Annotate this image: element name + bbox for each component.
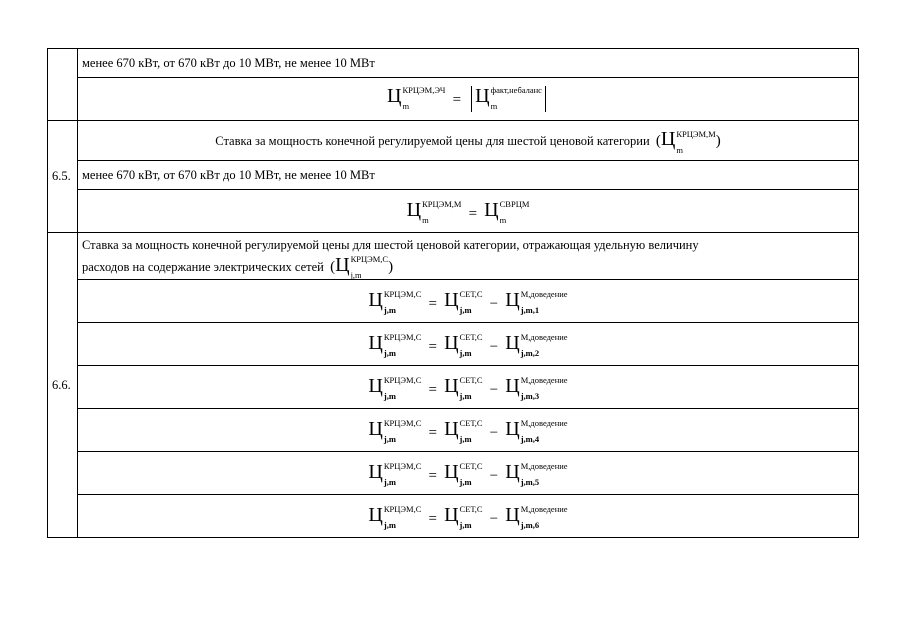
formula: Ц КРЦЭМ,С j,m = Ц СЕТ,С j,m − Ц М,доведение j,m,1 xyxy=(368,289,568,316)
abs-bar-right xyxy=(545,86,546,112)
table-row xyxy=(48,161,859,190)
table-row xyxy=(48,495,859,538)
formula: Ц КРЦЭМ,С j,m = Ц СЕТ,С j,m − Ц М,доведение j,m,6 xyxy=(368,504,568,531)
table-row xyxy=(48,323,859,366)
formula-cell xyxy=(78,323,859,366)
formula: Ц КРЦЭМ,М m = Ц СВРЦМ m xyxy=(406,198,530,226)
section-number: 6.5. xyxy=(48,121,78,233)
table-row xyxy=(48,78,859,121)
formula: Ц КРЦЭМ,ЭЧ m = Ц факт,небаланс m xyxy=(387,86,549,112)
formula-cell xyxy=(78,495,859,538)
range-text: менее 670 кВт, от 670 кВт до 10 МВт, не менее 10 МВт xyxy=(78,161,859,190)
tariff-table xyxy=(47,48,859,538)
formula-cell xyxy=(78,409,859,452)
table-row xyxy=(48,366,859,409)
formula-cell xyxy=(78,78,859,121)
range-text: менее 670 кВт, от 670 кВт до 10 МВт, не менее 10 МВт xyxy=(78,49,859,78)
formula-cell xyxy=(78,190,859,233)
formula: Ц КРЦЭМ,С j,m = Ц СЕТ,С j,m − Ц М,доведение j,m,3 xyxy=(368,375,568,402)
section-title: Ставка за мощность конечной регулируемой цены для шестой ценовой категории (Ц КРЦЭМ,М m ) xyxy=(78,121,859,161)
formula-cell xyxy=(78,366,859,409)
formula-cell xyxy=(78,280,859,323)
formula: Ц КРЦЭМ,С j,m = Ц СЕТ,С j,m − Ц М,доведение j,m,4 xyxy=(368,418,568,445)
table-row xyxy=(48,233,859,280)
section-number: 6.6. xyxy=(48,233,78,538)
table-row xyxy=(48,409,859,452)
formula: Ц КРЦЭМ,С j,m = Ц СЕТ,С j,m − Ц М,доведение j,m,5 xyxy=(368,461,568,488)
row-number-cell xyxy=(48,49,78,121)
table-row xyxy=(48,49,859,78)
table-row xyxy=(48,452,859,495)
table-row xyxy=(48,121,859,161)
formula: Ц КРЦЭМ,С j,m = Ц СЕТ,С j,m − Ц М,доведение j,m,2 xyxy=(368,332,568,359)
formula-cell xyxy=(78,452,859,495)
section-title: Ставка за мощность конечной регулируемой цены для шестой ценовой категории, отражающая удельную величину расходов на содержание электрических сетей (Ц КРЦЭМ,С j,m ) xyxy=(78,233,859,280)
abs-bar-left xyxy=(471,86,472,112)
table-row xyxy=(48,190,859,233)
table-row xyxy=(48,280,859,323)
